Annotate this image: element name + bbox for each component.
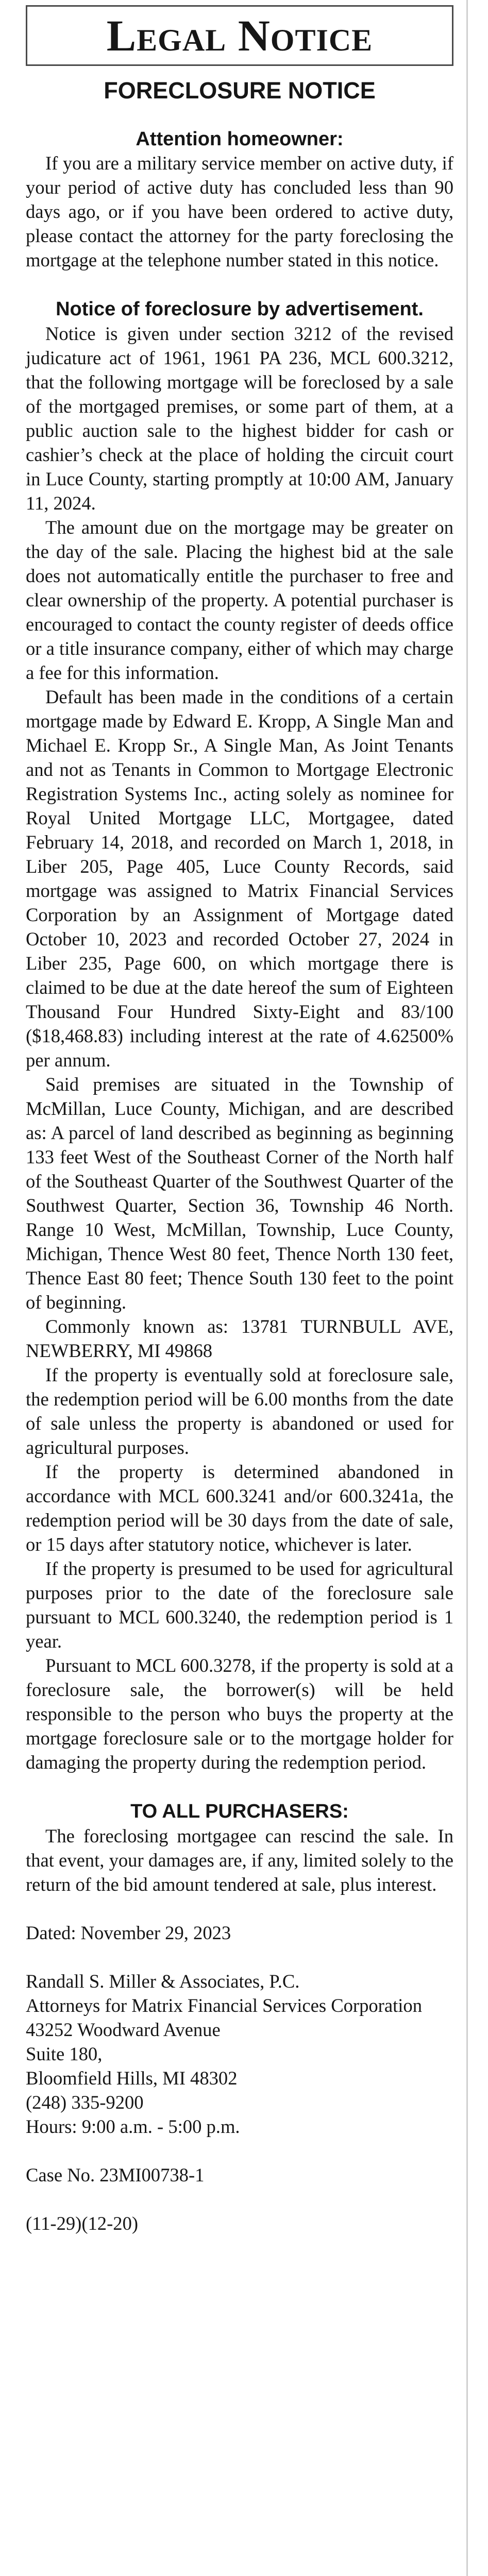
- case-number: Case No. 23MI00738-1: [26, 2164, 205, 2185]
- purchasers-paragraph: The foreclosing mortgagee can rescind the sale. In that event, your damages are, if any, limited solely to the return of the bid amount tendered at sale, plus interest.: [26, 1825, 453, 1895]
- column-divider: [466, 0, 488, 2576]
- notice-paragraph: Said premises are situated in the Township of McMillan, Luce County, Michigan, and are described as: A parcel of land described as beginning as beginning 133 feet West of the Southeast Corner of the North half of the Southeast Quarter of the Southwest Quarter of the Southwest Quarter, Section 36, Township 46 North. Range 10 West, McMillan, Township, Luce County, Michigan, Thence West 80 feet, Thence North 130 feet, Thence East 80 feet; Thence South 130 feet to the point of beginning.: [26, 1073, 453, 1313]
- attention-paragraph: If you are a military service member on active duty, if your period of active duty has concluded less than 90 days ago, or if you have been ordered to active duty, please contact the attorney for the party foreclosing the mortgage at the telephone number stated in this notice.: [26, 152, 453, 271]
- notice-body: [26, 77, 453, 2235]
- notice-paragraph: If the property is eventually sold at foreclosure sale, the redemption period will be 6.00 months from the date of sale unless the property is abandoned or used for agricultural purposes.: [26, 1364, 453, 1458]
- attorney-suite: Suite 180,: [26, 2043, 103, 2064]
- notice-paragraph: Default has been made in the conditions of a certain mortgage made by Edward E. Kropp, A Single Man and Michael E. Kropp Sr., A Single Man, As Joint Tenants and not as Tenants in Common to Mortgage Electronic Registration Systems Inc., acting solely as nominee for Royal United Mortgage LLC, Mortgagee, dated February 14, 2018, and recorded on March 1, 2018, in Liber 205, Page 405, Luce County Records, said mortgage was assigned to Matrix Financial Services Corporation by an Assignment of Mortgage dated October 10, 2023 and recorded October 27, 2024 in Liber 235, Page 600, on which mortgage there is claimed to be due at the date hereof the sum of Eighteen Thousand Four Hundred Sixty-Eight and 83/100 ($18,468.83) including interest at the rate of 4.62500% per annum.: [26, 686, 453, 1071]
- notice-paragraph: Notice is given under section 3212 of the revised judicature act of 1961, 1961 PA 236, MCL 600.3212, that the following mortgage will be foreclosed by a sale of the mortgaged premises, or some part of them, at a public auction sale to the highest bidder for cash or cashier’s check at the place of holding the circuit court in Luce County, starting promptly at 10:00 AM, January 11, 2024.: [26, 323, 453, 514]
- attorney-block: [26, 1969, 453, 2139]
- attorney-firm: Randall S. Miller & Associates, P.C.: [26, 1970, 300, 1992]
- purchasers-heading: TO ALL PURCHASERS:: [130, 1800, 349, 1822]
- notice-paragraph: The amount due on the mortgage may be greater on the day of the sale. Placing the highest bid at the sale does not automatically entitle the purchaser to free and clear ownership of the property. A potential purchaser is encouraged to contact the county register of deeds office or a title insurance company, either of which may charge a fee for this information.: [26, 516, 453, 683]
- attorney-phone: (248) 335-9200: [26, 2091, 144, 2113]
- attorney-hours: Hours: 9:00 a.m. - 5:00 p.m.: [26, 2115, 240, 2137]
- attorney-role: Attorneys for Matrix Financial Services Corporation: [26, 1994, 422, 2016]
- run-dates: (11-29)(12-20): [26, 2212, 139, 2234]
- attorney-street: 43252 Woodward Avenue: [26, 2019, 221, 2040]
- notice-paragraph: If the property is presumed to be used for agricultural purposes prior to the date of the foreclosure sale pursuant to MCL 600.3240, the redemption period is 1 year.: [26, 1557, 453, 1652]
- attention-heading: Attention homeowner:: [136, 128, 344, 150]
- property-address: Commonly known as: 13781 TURNBULL AVE, NEWBERRY, MI 49868: [26, 1315, 453, 1361]
- notice-paragraph: Pursuant to MCL 600.3278, if the property is sold at a foreclosure sale, the borrower(s) will be held responsible to the person who buys the property at the mortgage foreclosure sale or to the mortgage holder for damaging the property during the redemption period.: [26, 1654, 453, 1773]
- notice-title: FORECLOSURE NOTICE: [104, 77, 376, 104]
- notice-paragraph: If the property is determined abandoned in accordance with MCL 600.3241 and/or 600.3241a, the redemption period will be 30 days from the date of sale, or 15 days after statutory notice, whichever is later.: [26, 1461, 453, 1555]
- dated-line: Dated: November 29, 2023: [26, 1922, 231, 1943]
- advertisement-heading: Notice of foreclosure by advertisement.: [56, 298, 424, 320]
- attorney-city: Bloomfield Hills, MI 48302: [26, 2067, 238, 2089]
- masthead: Legal Notice: [26, 5, 453, 66]
